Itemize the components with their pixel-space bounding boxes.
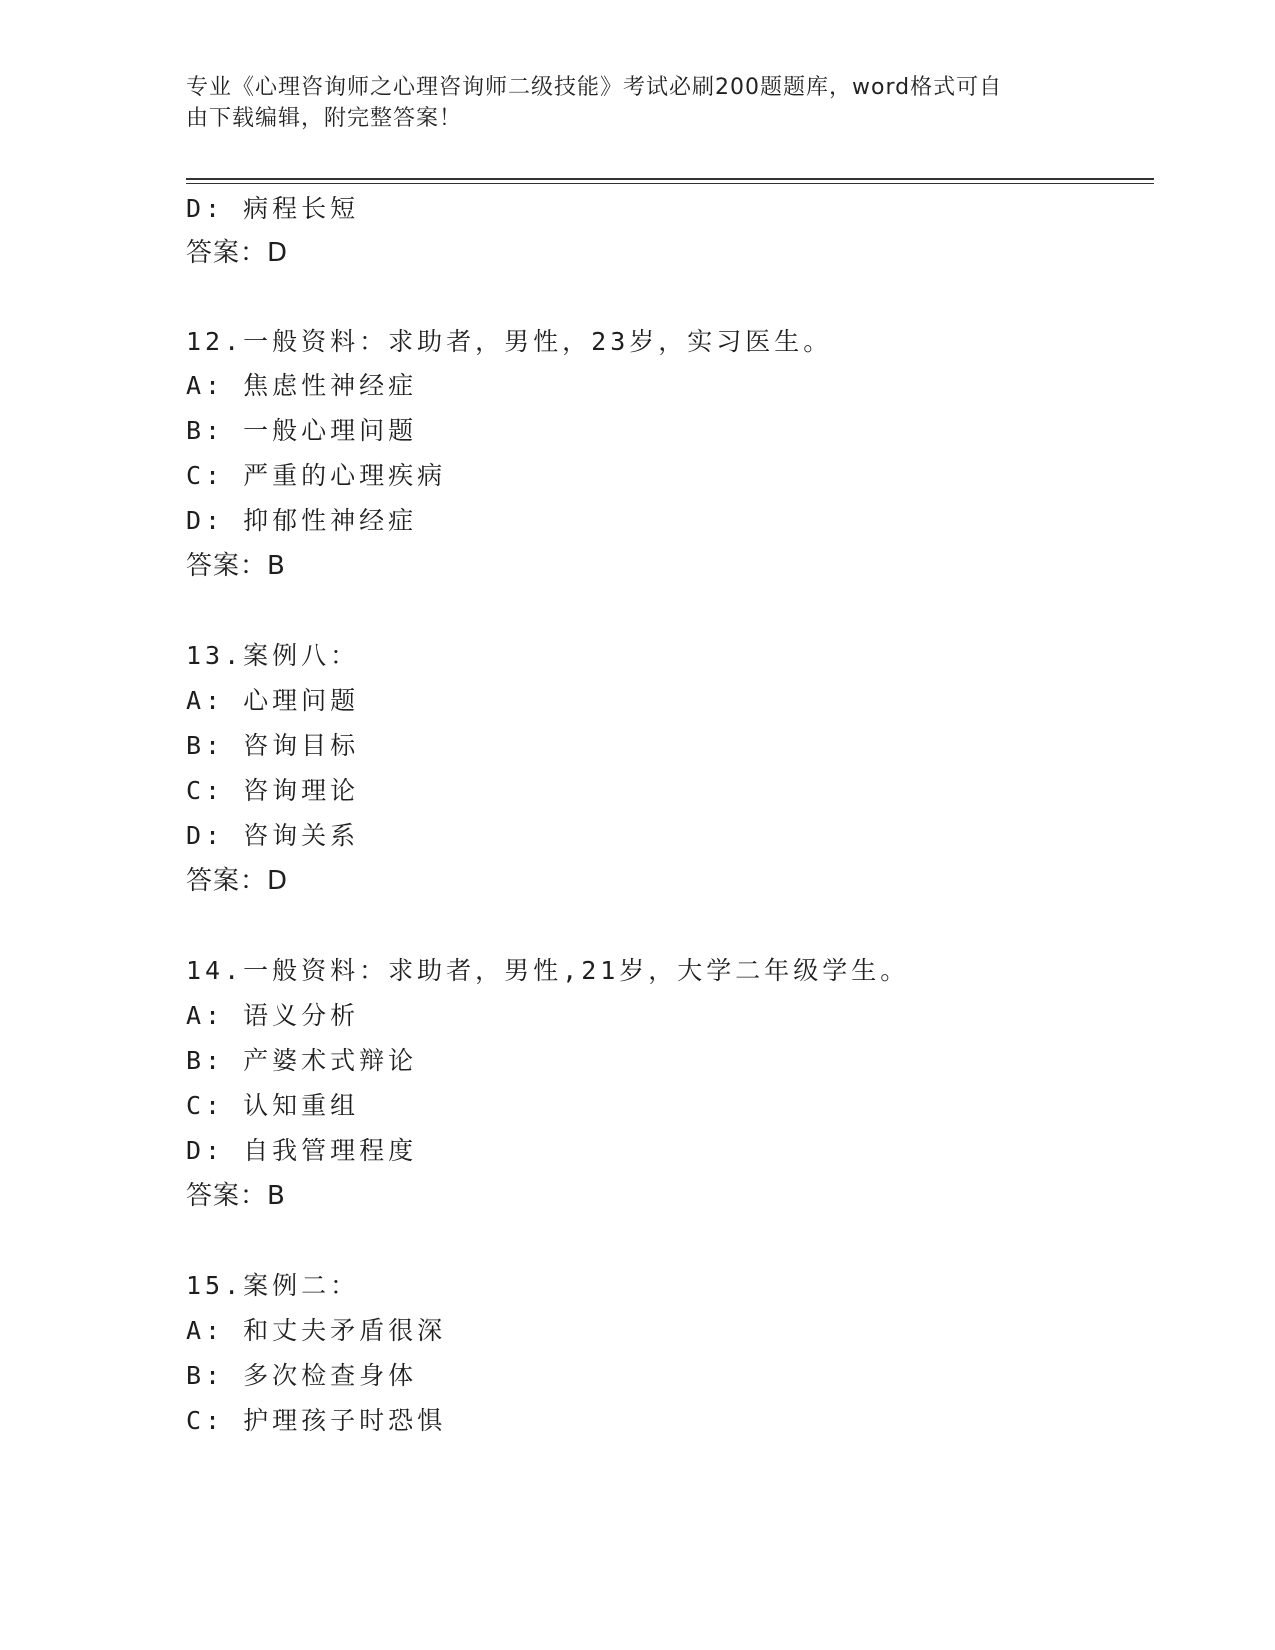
answer-line: 答案：D — [186, 238, 289, 268]
option-b: B: 产婆术式辩论 — [186, 1046, 418, 1075]
option-d: D: 咨询关系 — [186, 821, 360, 850]
header-divider-thin — [186, 183, 1154, 184]
option-b: B: 咨询目标 — [186, 731, 360, 760]
option-b: B: 一般心理问题 — [186, 416, 418, 445]
question-13: 13.案例八： — [186, 641, 360, 670]
option-a: A: 焦虑性神经症 — [186, 371, 418, 400]
answer-line: 答案：B — [186, 551, 286, 581]
option-b: B: 多次检查身体 — [186, 1361, 418, 1390]
document-header — [186, 72, 1066, 134]
option-c: C: 严重的心理疾病 — [186, 461, 447, 490]
question-15: 15.案例二： — [186, 1271, 360, 1300]
question-12: 12.一般资料：求助者，男性，23岁，实习医生。 — [186, 327, 833, 356]
option-c: C: 咨询理论 — [186, 776, 360, 805]
option-d: D: 病程长短 — [186, 194, 360, 223]
option-a: A: 语义分析 — [186, 1001, 360, 1030]
option-d: D: 抑郁性神经症 — [186, 506, 418, 535]
question-14: 14.一般资料：求助者，男性,21岁，大学二年级学生。 — [186, 956, 910, 985]
option-d: D: 自我管理程度 — [186, 1136, 418, 1165]
header-line-2: 由下载编辑，附完整答案！ — [186, 106, 463, 131]
header-divider-thick — [186, 178, 1154, 180]
option-a: A: 心理问题 — [186, 686, 360, 715]
option-c: C: 认知重组 — [186, 1091, 360, 1120]
answer-line: 答案：D — [186, 866, 289, 896]
header-line-1: 专业《心理咨询师之心理咨询师二级技能》考试必刷200题题库，word格式可自 — [186, 75, 1003, 100]
option-a: A: 和丈夫矛盾很深 — [186, 1316, 447, 1345]
option-c: C: 护理孩子时恐惧 — [186, 1406, 447, 1435]
answer-line: 答案：B — [186, 1181, 286, 1211]
